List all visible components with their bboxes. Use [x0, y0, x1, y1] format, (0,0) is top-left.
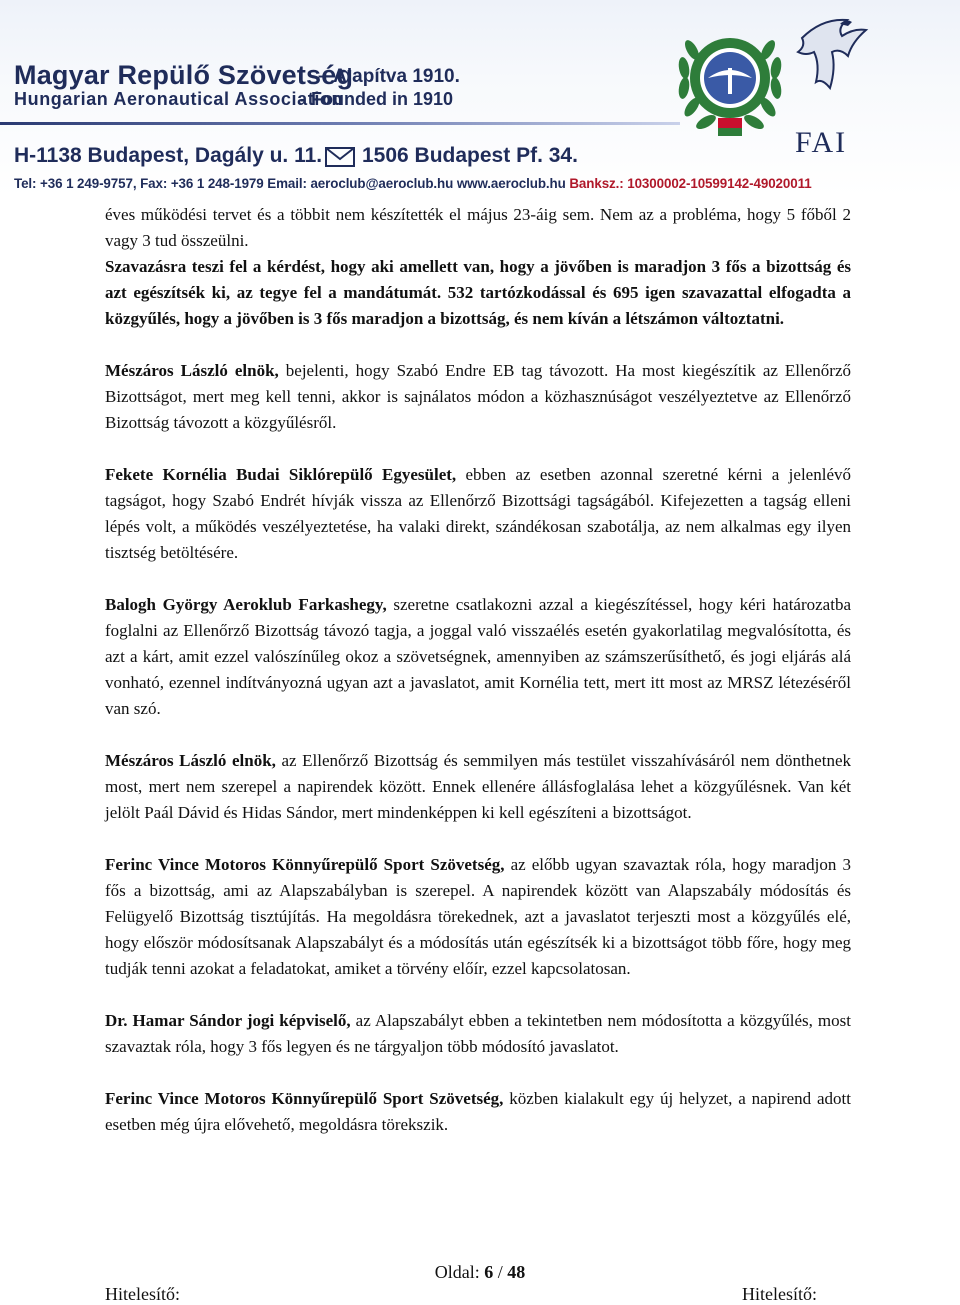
speech-text: az Ellenőrző Bizottság és semmilyen más testület visszahívásáról nem dönthetnek most, mert nem szerepel a napirendek között. Ennek ellenére állásfoglalása lehet a közgyűlésnek. Van két jelölt Paál Dávid és Hidas Sándor, mert mindenképpen ki kell egészíteni a bizottságot. — [105, 751, 851, 822]
org-founded-en: - Founded in 1910 — [300, 89, 454, 109]
speech-text: ebben az esetben azonnal szeretné kérni a jelenlévő tagságot, hogy Szabó Endrét hívják vissza az Ellenőrző Bizottsági tagságából. Kifejezetten a tagság elleni lépés volt, a működés veszélyeztetése, ha valaki direkt, szándékosan szabotálja, az nem alkalmas egy ilyen tisztség betöltésére. — [105, 465, 851, 562]
speaker-name: Ferinc Vince Motoros Könnyűrepülő Sport Szövetség, — [105, 855, 505, 874]
speaker-name: Mészáros László elnök, — [105, 361, 279, 380]
page-separator: / — [493, 1262, 508, 1282]
contact-web[interactable]: www.aeroclub.hu — [456, 176, 566, 191]
org-name-en: Hungarian Aeronautical Association — [14, 89, 344, 109]
footer-certifier-right: Hitelesítő: — [742, 1284, 817, 1304]
paragraph — [105, 358, 851, 436]
contact-tel: Tel: +36 1 249-9757, Fax: +36 1 248-1979 — [14, 176, 264, 191]
paragraph — [105, 1008, 851, 1060]
paragraph — [105, 748, 851, 826]
page-number — [0, 1262, 960, 1283]
letterhead-rule — [0, 122, 680, 125]
speaker-name: Balogh György Aeroklub Farkashegy, — [105, 595, 387, 614]
paragraph: éves működési tervet és a többit nem készítették el május 23-áig sem. Nem az a probléma, hogy 5 főből 2 vagy 3 tud összeülni. — [105, 205, 851, 250]
fai-eagle-icon — [792, 8, 872, 128]
fai-label: FAI — [795, 126, 848, 159]
speech-text: bejelenti, hogy Szabó Endre EB tag távozott. Ha most kiegészítik az Ellenőrző Bizottságot, mert meg kell tenni, akkor is sajnálatos módon a közhasznúságot veszélyeztetve az Ellenőrző Bizottság távozott a közgyűlésről. — [105, 361, 851, 432]
paragraph — [105, 462, 851, 566]
page-label: Oldal: — [434, 1262, 485, 1282]
speaker-name: Mészáros László elnök, — [105, 751, 276, 770]
page-current: 6 — [484, 1262, 494, 1282]
speech-text: szeretne csatlakozni azzal a kiegészítéssel, hogy kéri határozatba foglalni az Ellenőrző Bizottság távozó tagja, a joggal való visszaélés esetén gyakorlatilag megvalósította, és azt a kárt, amit ezzel valószínűleg okoz a szövetségnek, amennyiben az számszerűsíthető, és jogi eljárás alá vonható, ezennel indítványozná ugyan azt a javaslatot, amit Kornélia tett, mert itt most az MRSZ létezéséről van szó. — [105, 595, 851, 718]
org-pobox: 1506 Budapest Pf. 34. — [362, 144, 578, 167]
paragraph — [105, 1086, 851, 1138]
paragraph — [105, 852, 851, 982]
paragraph — [105, 592, 851, 722]
org-founded: – Alapítva 1910. — [318, 66, 460, 87]
contact-bank: Banksz.: 10300002-10599142-49020011 — [569, 176, 812, 191]
org-contact-line — [14, 176, 812, 191]
paragraph-vote: Szavazásra teszi fel a kérdést, hogy aki amellett van, hogy a jövőben is maradjon 3 fős a bizottság és azt egészítsék ki, az tegye fel a mandátumát. 532 tartózkodással és 695 igen szavazattal elfogadta a közgyűlés, hogy a jövőben is 3 fős maradjon a bizottság, és nem kíván a létszámon változtatni. — [105, 257, 851, 328]
contact-email[interactable]: Email: aeroclub@aeroclub.hu — [267, 176, 454, 191]
speech-text: közben kialakult egy új helyzet, a napirend adott esetben még újra elővehető, megoldásra törekszik. — [105, 1089, 852, 1134]
page-total: 48 — [507, 1262, 526, 1282]
mrsz-emblem-icon — [672, 10, 788, 142]
letterhead — [0, 0, 960, 196]
minutes-body — [105, 202, 851, 1164]
speaker-name: Dr. Hamar Sándor jogi képviselő, — [105, 1011, 351, 1030]
org-address: H-1138 Budapest, Dagály u. 11. — [14, 144, 323, 167]
speaker-name: Fekete Kornélia Budai Siklórepülő Egyesület, — [105, 465, 457, 484]
footer-certifier-left: Hitelesítő: — [105, 1284, 180, 1304]
envelope-icon — [325, 147, 355, 167]
speaker-name: Ferinc Vince Motoros Könnyűrepülő Sport Szövetség, — [105, 1089, 504, 1108]
speech-text: az Alapszabályt ebben a tekintetben nem módosította a közgyűlés, most szavaztak róla, hogy 3 fős legyen és ne tárgyaljon több módosító javaslatot. — [105, 1011, 851, 1056]
org-name: Magyar Repülő Szövetség — [14, 60, 354, 90]
speech-text: az előbb ugyan szavaztak róla, hogy maradjon 3 fős a bizottság, ami az Alapszabályban is szerepel. A napirendek között van Alapszabály módosítás és Felügyelő Bizottság tisztújítás. Ha megoldásra törekednek, azt a javaslatot terjeszti most a közgyűlés elé, hogy először módosítsanak Alapszabályt és a módosítás után egészítsék ki a bizottságot több főre, hogy meg tudják tenni azokat a feladatokat, amiket a törvény előír, ezzel kapcsolatosan. — [105, 855, 851, 978]
